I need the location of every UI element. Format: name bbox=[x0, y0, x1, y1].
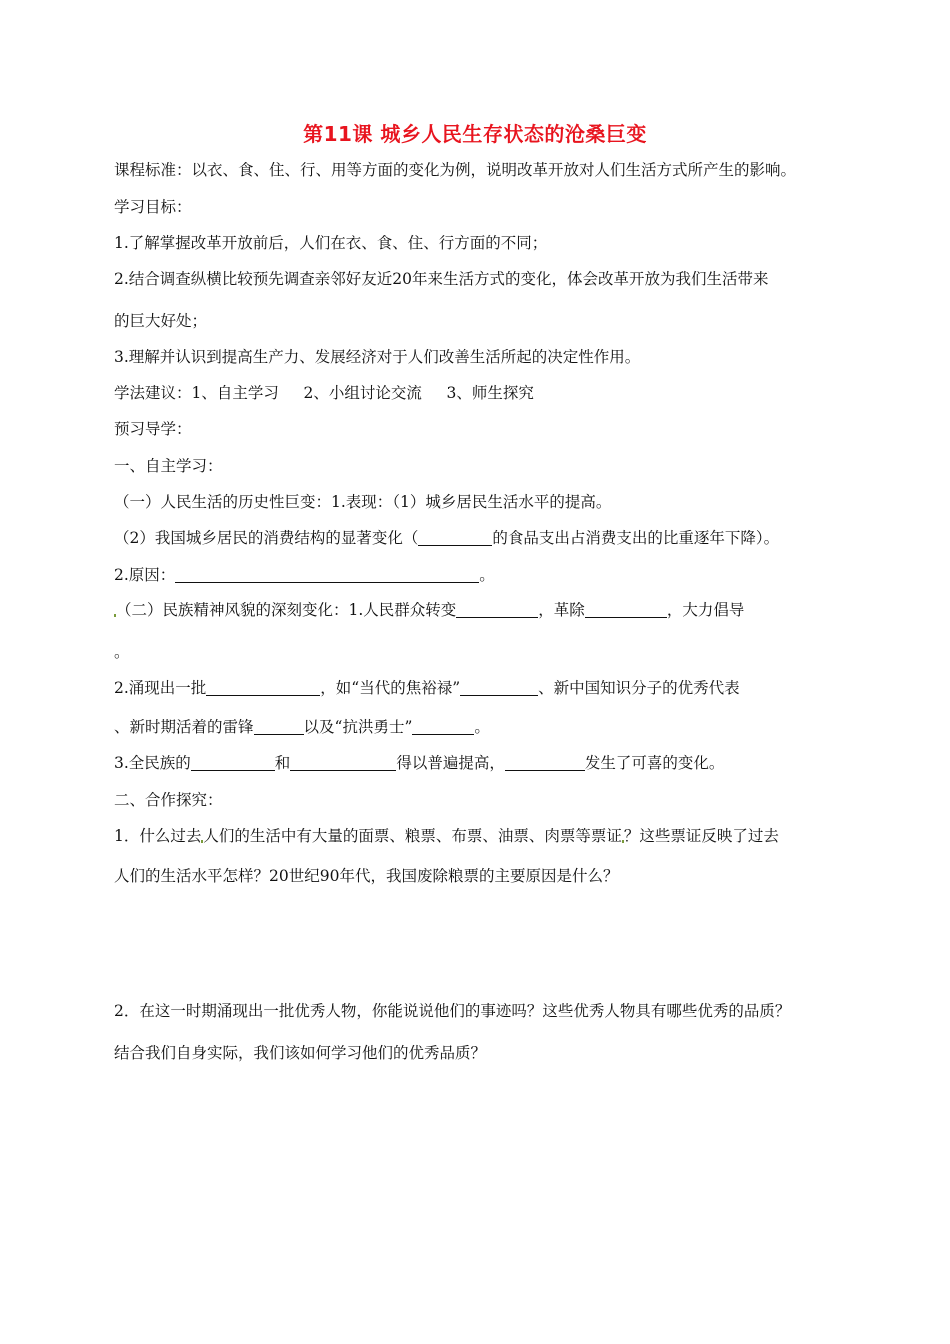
answer-blank[interactable] bbox=[418, 529, 492, 546]
text-segment: 1．什么过去 bbox=[114, 827, 202, 845]
objectives-heading: 学习目标： bbox=[114, 198, 192, 216]
text-segment: 人们的生活中有大量的面票、粮票、布票、油票、肉票等票证 bbox=[203, 827, 622, 845]
text-segment: 以及“抗洪勇士” bbox=[303, 718, 413, 736]
preview-heading: 预习导学： bbox=[114, 420, 192, 438]
course-standard: 课程标准：以衣、食、住、行、用等方面的变化为例，说明改革开放对人们生活方式所产生的影响。 bbox=[114, 161, 797, 179]
text-segment: 、新中国知识分子的 bbox=[538, 679, 678, 697]
answer-blank[interactable] bbox=[191, 754, 275, 771]
part1-item-3 bbox=[114, 565, 844, 585]
answer-blank[interactable] bbox=[460, 679, 538, 696]
text-segment: ，如“当代的焦裕禄” bbox=[320, 679, 461, 697]
answer-blank[interactable] bbox=[585, 601, 667, 618]
text-segment: 2.原因： bbox=[114, 566, 176, 584]
text-segment: 的食品支出占消费支出的比重逐年下降）。 bbox=[492, 529, 780, 547]
part1-item-2 bbox=[114, 528, 844, 548]
text-segment: （2）我国城乡居民的消费结构的显著变化（ bbox=[114, 529, 419, 547]
part1-sub2-item-2 bbox=[114, 678, 844, 698]
part1-heading: 一、自主学习： bbox=[114, 457, 223, 475]
text-segment: 3.全民族的 bbox=[114, 754, 191, 772]
part1-sub2-item-2-cont bbox=[114, 717, 844, 737]
answer-blank[interactable] bbox=[175, 566, 479, 583]
text-segment: 和 bbox=[274, 754, 291, 772]
question-2-line-1: 2．在这一时期涌现出一批优秀人物，你能说说他们的事迹吗？这些优秀人物具有哪些优秀的品质？ bbox=[114, 1002, 791, 1020]
part1-item-1: （一）人民生活的历史性巨变：1.表现：（1）城乡居民生活水平的提高。 bbox=[114, 493, 612, 511]
answer-blank[interactable] bbox=[412, 718, 474, 735]
text-segment: 优秀代表 bbox=[677, 679, 740, 697]
answer-blank[interactable] bbox=[290, 754, 396, 771]
objective-2-line-1: 2.结合调查纵横比较预先调查亲邻好友近20年来生活方式的变化，体会改革开放为我们生活带来 bbox=[114, 270, 769, 288]
answer-blank[interactable] bbox=[254, 718, 304, 735]
text-segment: 。 bbox=[479, 566, 495, 584]
page-title: 第11课 城乡人民生存状态的沧桑巨变 bbox=[303, 122, 647, 146]
question-2-line-2: 结合我们自身实际，我们该如何学习他们的优秀品质？ bbox=[114, 1044, 487, 1062]
text-segment: 2.涌现出一批 bbox=[114, 679, 207, 697]
objective-1: 1.了解掌握改革开放前后，人们在衣、食、住、行方面的不同； bbox=[114, 234, 548, 252]
text-segment: 发生了可喜的变化。 bbox=[584, 754, 725, 772]
answer-blank[interactable] bbox=[505, 754, 585, 771]
method-suggestion: 学法建议：1、自主学习 2、小组讨论交流 3、师生探究 bbox=[114, 384, 534, 402]
part1-sub2-item-1-end: 。 bbox=[114, 643, 130, 661]
question-1-line-1 bbox=[114, 826, 844, 846]
text-segment: ，大力倡导 bbox=[666, 601, 745, 619]
text-segment: 。 bbox=[474, 718, 490, 736]
text-segment: 、新时期活着的雷锋 bbox=[114, 718, 254, 736]
text-segment: ，革除 bbox=[538, 601, 585, 619]
part1-sub2-item-1 bbox=[114, 600, 844, 620]
text-segment: 得以普遍提高， bbox=[396, 754, 505, 772]
part2-heading: 二、合作探究： bbox=[114, 791, 223, 809]
part1-sub2-item-3 bbox=[114, 753, 844, 773]
objective-2-line-2: 的巨大好处； bbox=[114, 312, 208, 330]
text-segment: ？这些票证反映了过去 bbox=[623, 827, 779, 845]
question-1-line-2: 人们的生活水平怎样？20世纪90年代，我国废除粮票的主要原因是什么？ bbox=[114, 867, 619, 885]
answer-blank[interactable] bbox=[206, 679, 320, 696]
text-segment: （二）民族精神风貌的深刻变化：1.人民群众转变 bbox=[116, 601, 457, 619]
objective-3: 3.理解并认识到提高生产力、发展经济对于人们改善生活所起的决定性作用。 bbox=[114, 348, 641, 366]
answer-blank[interactable] bbox=[456, 601, 538, 618]
